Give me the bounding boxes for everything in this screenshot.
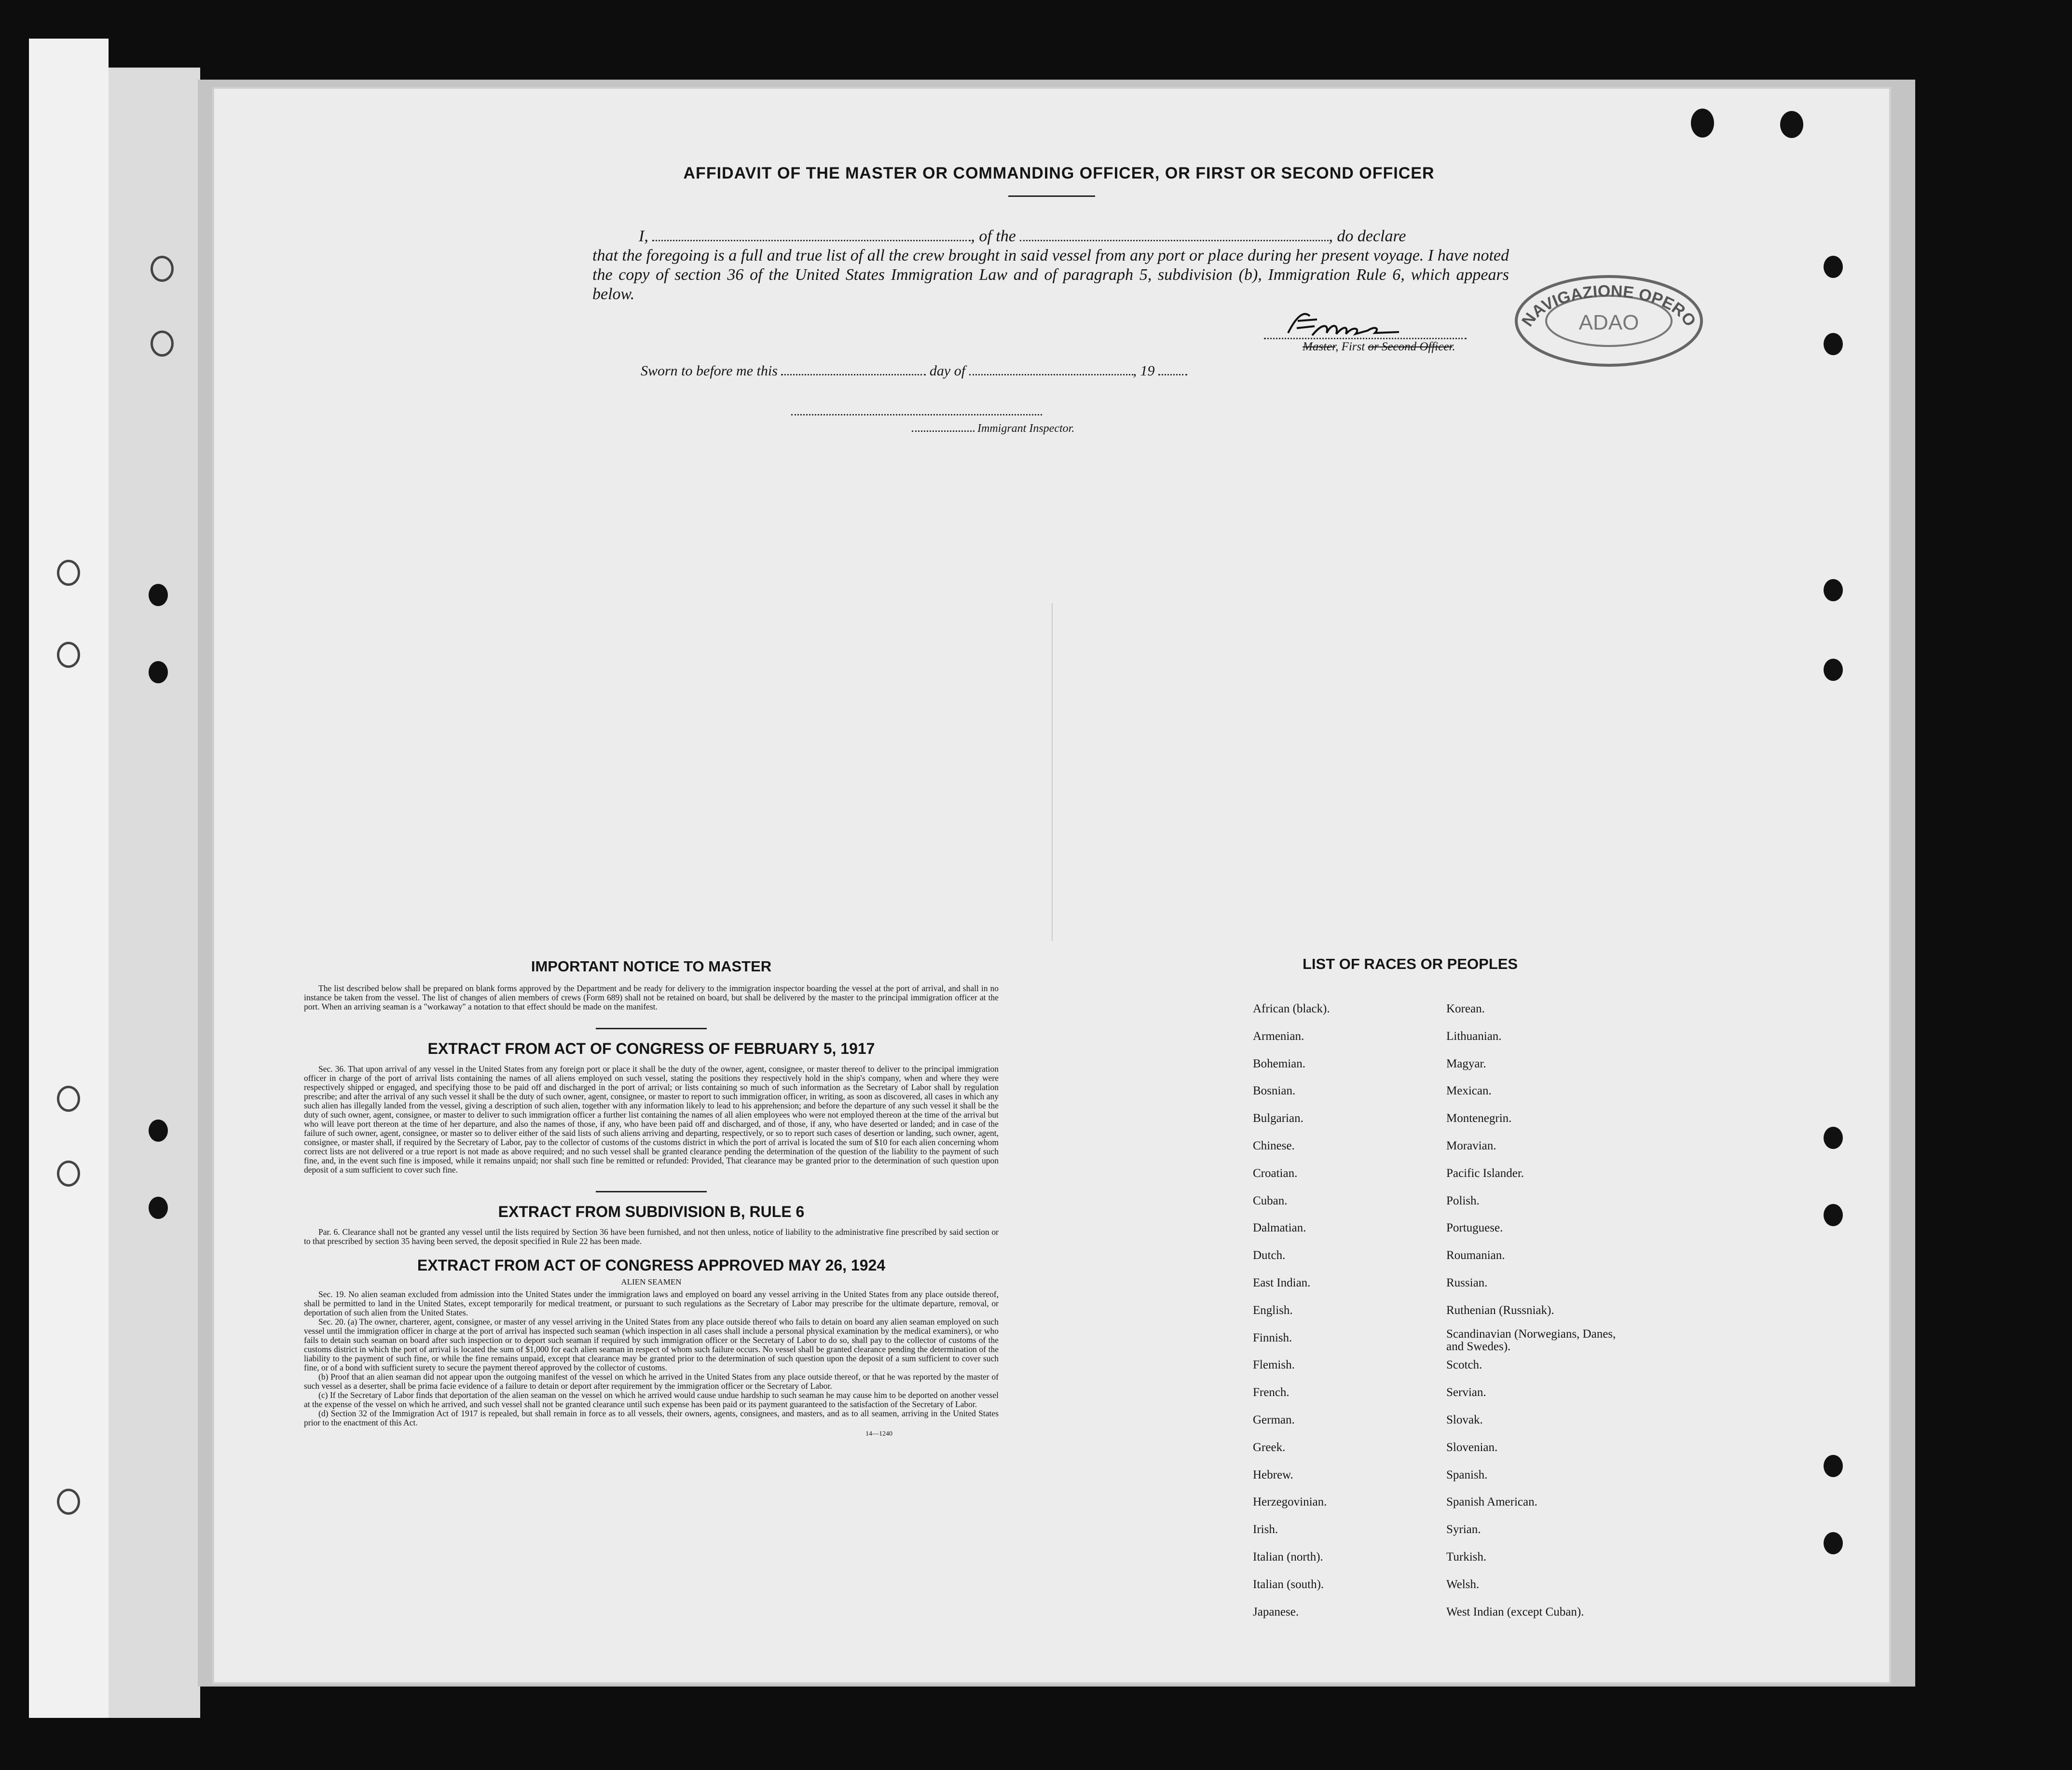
company-stamp bbox=[1512, 273, 1705, 369]
sworn-line bbox=[641, 363, 1187, 379]
punch-hole bbox=[1691, 109, 1714, 138]
punch-hole bbox=[149, 1197, 168, 1219]
race-item: Pacific Islander. bbox=[1446, 1166, 1524, 1180]
signature-line bbox=[1264, 338, 1467, 339]
sworn-month-field[interactable] bbox=[969, 374, 1133, 375]
race-item: Bosnian. bbox=[1253, 1084, 1296, 1098]
race-item: Montenegrin. bbox=[1446, 1112, 1512, 1125]
binder-hole bbox=[57, 642, 80, 668]
binder-hole bbox=[57, 1489, 80, 1515]
race-item: Lithuanian. bbox=[1446, 1029, 1502, 1043]
notice-column bbox=[304, 958, 999, 1438]
race-item: Korean. bbox=[1446, 1002, 1485, 1015]
punch-hole bbox=[1824, 579, 1843, 601]
binder-hole bbox=[151, 331, 174, 357]
extract-1917-title: EXTRACT FROM ACT OF CONGRESS OF FEBRUARY 5, 1917 bbox=[427, 1040, 875, 1057]
race-item: Croatian. bbox=[1253, 1166, 1298, 1180]
race-item: German. bbox=[1253, 1413, 1295, 1426]
punch-hole bbox=[1824, 333, 1843, 355]
alien-seamen-caption: ALIEN SEAMEN bbox=[621, 1277, 682, 1286]
rule6-title: EXTRACT FROM SUBDIVISION B, RULE 6 bbox=[498, 1203, 805, 1220]
rule6-text: Par. 6. Clearance shall not be granted any vessel until the lists required by Section 36 have been furnished, and not then unless, notice of liability to the administrative fine prescribed by said section or to that prescribed by section 35 having been served, the deposit specified in Rule 22 has been made. bbox=[304, 1227, 999, 1246]
race-item: Bohemian. bbox=[1253, 1057, 1306, 1070]
race-item: Greek. bbox=[1253, 1440, 1286, 1454]
race-item: Roumanian. bbox=[1446, 1249, 1505, 1262]
binder-hole bbox=[151, 256, 174, 282]
sworn-day-field[interactable] bbox=[781, 374, 926, 375]
notice-text: The list described below shall be prepared on blank forms approved by the Department and be ready for delivery to the immigration inspector boarding the vessel at the port of arrival, and shall in no instance be taken from the vessel. The list of changes of alien members of crews (Form 689) shall not be retained on board, but shall be delivered by the master to the principal immigration officer at the port. When an arriving seaman is a "workaway" a notation to that effect should be made on the manifest. bbox=[304, 983, 999, 1011]
punch-hole bbox=[149, 1120, 168, 1142]
vessel-name-field[interactable] bbox=[1020, 240, 1329, 241]
race-item: Dutch. bbox=[1253, 1249, 1286, 1262]
binder-hole bbox=[57, 560, 80, 586]
race-item: English. bbox=[1253, 1303, 1293, 1317]
race-item: West Indian (except Cuban). bbox=[1446, 1605, 1584, 1618]
binder-hole bbox=[57, 1086, 80, 1112]
punch-hole bbox=[1824, 1455, 1843, 1477]
sec20a-text: Sec. 20. (a) The owner, charterer, agent, consignee, or master of any vessel arriving in the United States from any place outside thereof who fails to detain on board any alien seaman employed on such vessel until the immigration officer in charge at the port of arrival has inspected such seaman (which inspection in all cases shall include a personal physical examination by the medical examiners), or who fails to detain such seaman on board after such inspection or to deport such seaman if required by such immigration officer or the Secretary of Labor to do so, shall pay to the collector of customs of the customs district in which the port of arrival is located the sum of $1,000 for each alien seaman in respect of whom such failure occurs. No vessel shall be granted clearance pending the determination of the liability to the payment of such fine, or while the fine remains unpaid, except that clearance may be granted prior to the determination of such question upon the deposit of a sum sufficient to cover such fine, or of a bond with sufficient surety to secure the payment thereof approved by the collector of customs. bbox=[304, 1317, 999, 1372]
race-item: Ruthenian (Russniak). bbox=[1446, 1303, 1554, 1317]
punch-hole bbox=[1824, 1204, 1843, 1226]
inspector-signature-line[interactable] bbox=[791, 414, 1042, 415]
form-number: 14—1240 bbox=[865, 1430, 892, 1438]
binder-strip bbox=[29, 39, 109, 1718]
sworn-day-label: day of bbox=[929, 363, 966, 379]
race-item: Portuguese. bbox=[1446, 1221, 1503, 1235]
title-rule bbox=[1008, 195, 1095, 197]
sworn-prefix: Sworn to before me this bbox=[641, 363, 778, 379]
race-item: Slovenian. bbox=[1446, 1440, 1498, 1454]
punch-hole bbox=[149, 661, 168, 683]
race-item: Slovak. bbox=[1446, 1413, 1483, 1426]
binder-strip-inner bbox=[109, 68, 200, 1718]
of-the-text: , of the bbox=[971, 227, 1016, 245]
race-item: Spanish. bbox=[1446, 1468, 1488, 1481]
race-item: Finnish. bbox=[1253, 1331, 1292, 1344]
race-item: Syrian. bbox=[1446, 1523, 1481, 1536]
inspector-caption: Immigrant Inspector. bbox=[912, 422, 1074, 435]
signature-caption: Master, First or Second Officer. bbox=[1303, 340, 1455, 353]
race-item: African (black). bbox=[1253, 1002, 1330, 1015]
race-item: Turkish. bbox=[1446, 1550, 1487, 1563]
punch-hole bbox=[1824, 1532, 1843, 1554]
punch-hole bbox=[1780, 111, 1803, 138]
declaration-text: that the foregoing is a full and true list of all the crew brought in said vessel from any port or place during her present voyage. I have noted the copy of section 36 of the United States Immigration Law and of paragraph 5, subdivision (b), Immigration Rule 6, which appears below. bbox=[592, 247, 1509, 303]
punch-hole bbox=[1824, 659, 1843, 681]
race-item: Herzegovinian. bbox=[1253, 1495, 1327, 1509]
declarant-prefix: I, bbox=[639, 227, 648, 245]
race-item: French. bbox=[1253, 1386, 1290, 1399]
race-item: Polish. bbox=[1446, 1194, 1480, 1207]
race-item: Magyar. bbox=[1446, 1057, 1486, 1070]
races-title: LIST OF RACES OR PEOPLES bbox=[1303, 955, 1518, 972]
notice-title: IMPORTANT NOTICE TO MASTER bbox=[531, 958, 772, 975]
race-item: Cuban. bbox=[1253, 1194, 1288, 1207]
race-item: Hebrew. bbox=[1253, 1468, 1293, 1481]
punch-hole bbox=[149, 584, 168, 606]
punch-hole bbox=[1824, 256, 1843, 278]
race-item: Dalmatian. bbox=[1253, 1221, 1306, 1235]
race-item: Armenian. bbox=[1253, 1029, 1304, 1043]
race-item: Bulgarian. bbox=[1253, 1112, 1304, 1125]
race-item: Scotch. bbox=[1446, 1358, 1482, 1372]
punch-hole bbox=[1824, 1127, 1843, 1149]
stamp-top-text: NAVIGAZIONE OPERO bbox=[1518, 282, 1700, 330]
race-item: East Indian. bbox=[1253, 1276, 1311, 1289]
extract-1924-title: EXTRACT FROM ACT OF CONGRESS APPROVED MAY 26, 1924 bbox=[417, 1257, 886, 1274]
section-rule bbox=[596, 1191, 707, 1192]
affidavit-title: AFFIDAVIT OF THE MASTER OR COMMANDING OFFICER, OR FIRST OR SECOND OFFICER bbox=[683, 164, 1435, 182]
race-item: Italian (south). bbox=[1253, 1577, 1324, 1591]
race-item: Russian. bbox=[1446, 1276, 1488, 1289]
declarant-name-field[interactable] bbox=[652, 240, 971, 241]
sec20b-text: (b) Proof that an alien seaman did not appear upon the outgoing manifest of the vessel on which he arrived in the United States from any place outside thereof, or that he was reported by the master of such vessel as a deserter, shall be prima facie evidence of a failure to detain or deport after requirement by the immigration officer or the Secretary of Labor. bbox=[304, 1372, 999, 1391]
stamp-middle-text: ADAO bbox=[1578, 311, 1639, 334]
do-declare-text: , do declare bbox=[1329, 227, 1406, 245]
page-fold bbox=[1052, 603, 1053, 941]
race-item: Chinese. bbox=[1253, 1139, 1295, 1152]
sworn-year-label: , 19 bbox=[1133, 363, 1155, 379]
race-item: Scandinavian (Norwegians, Danes, and Swedes). bbox=[1446, 1327, 1616, 1353]
race-item: Welsh. bbox=[1446, 1577, 1480, 1591]
race-item: Italian (north). bbox=[1253, 1550, 1323, 1563]
race-item: Spanish American. bbox=[1446, 1495, 1537, 1509]
sec20c-text: (c) If the Secretary of Labor finds that deportation of the alien seaman on the vessel on which he arrived would cause undue hardship to such seaman he may cause him to be deported on another vessel at the expense of the vessel on which he arrived, and such vessel shall not be granted clearance until such expense has been paid or its payment guaranteed to the satisfaction of the Secretary of Labor. bbox=[304, 1390, 999, 1409]
race-item: Flemish. bbox=[1253, 1358, 1295, 1372]
affidavit-declaration bbox=[592, 227, 1509, 304]
extract-1917-text: Sec. 36. That upon arrival of any vessel in the United States from any foreign port or place it shall be the duty of the owner, agent, consignee, or master thereof to deliver to the principal immigration officer in charge of the port of arrival lists containing the names of all aliens employed on such vessel, stating the positions they respectively hold in the ship's company, when and where they were respectively shipped or engaged, and specifying those to be paid off and discharged in the port of arrival; or lists containing so much of such information as the Secretary of Labor shall by regulation prescribe; and after the arrival of any such vessel it shall be the duty of such owner, agent, consignee, or master to report to such immigration officer, in writing, as soon as discovered, all cases in which any such alien has illegally landed from the vessel, giving a description of such alien, together with any information likely to lead to his apprehension; and before the departure of any such vessel it shall be the duty of such owner, agent, consignee, or master to deliver to such immigration officer a further list containing the names of all alien employees who were not employed thereon at the time of the arrival but who will leave port thereon at the time of her departure, and also the names of those, if any, who have been paid off and discharged, and of those, if any, who have deserted or landed; and in case of the failure of such owner, agent, consignee, or master so to deliver either of the said lists of such aliens arriving and departing, respectively, or so to report such cases of desertion or landing, such owner, agent, consignee, or master shall, if required by the Secretary of Labor, pay to the collector of customs of the customs district in which the port of arrival is located the sum of $10 for each alien concerning whom correct lists are not delivered or a true report is not made as above required; and no such vessel shall be granted clearance pending the determination of the question of the liability to the payment of such fine, and, in the event such fine is imposed, while it remains unpaid; nor shall such fine be remitted or refunded: Provided, That clearance may be granted prior to the determination of such question upon deposit of a sum sufficient to cover such fine. bbox=[304, 1064, 999, 1175]
sec20d-text: (d) Section 32 of the Immigration Act of 1917 is repealed, but shall remain in force as to all vessels, their owners, agents, consignees, and masters, and as to all seamen, arriving in the United States prior to the enactment of this Act. bbox=[304, 1409, 999, 1427]
race-item: Japanese. bbox=[1253, 1605, 1299, 1618]
race-item: Mexican. bbox=[1446, 1084, 1492, 1098]
sworn-year-field[interactable] bbox=[1158, 374, 1187, 375]
binder-hole bbox=[57, 1161, 80, 1187]
section-rule bbox=[596, 1028, 707, 1029]
race-item: Moravian. bbox=[1446, 1139, 1496, 1152]
race-item: Servian. bbox=[1446, 1386, 1486, 1399]
sec19-text: Sec. 19. No alien seaman excluded from admission into the United States under the immigration laws and employed on board any vessel arriving in the United States from any place outside thereof, shall be permitted to land in the United States, except temporarily for medical treatment, or pursuant to such regulations as the Secretary of Labor may prescribe for the ultimate departure, removal, or deportation of such alien from the United States. bbox=[304, 1289, 999, 1317]
race-item: Irish. bbox=[1253, 1523, 1278, 1536]
